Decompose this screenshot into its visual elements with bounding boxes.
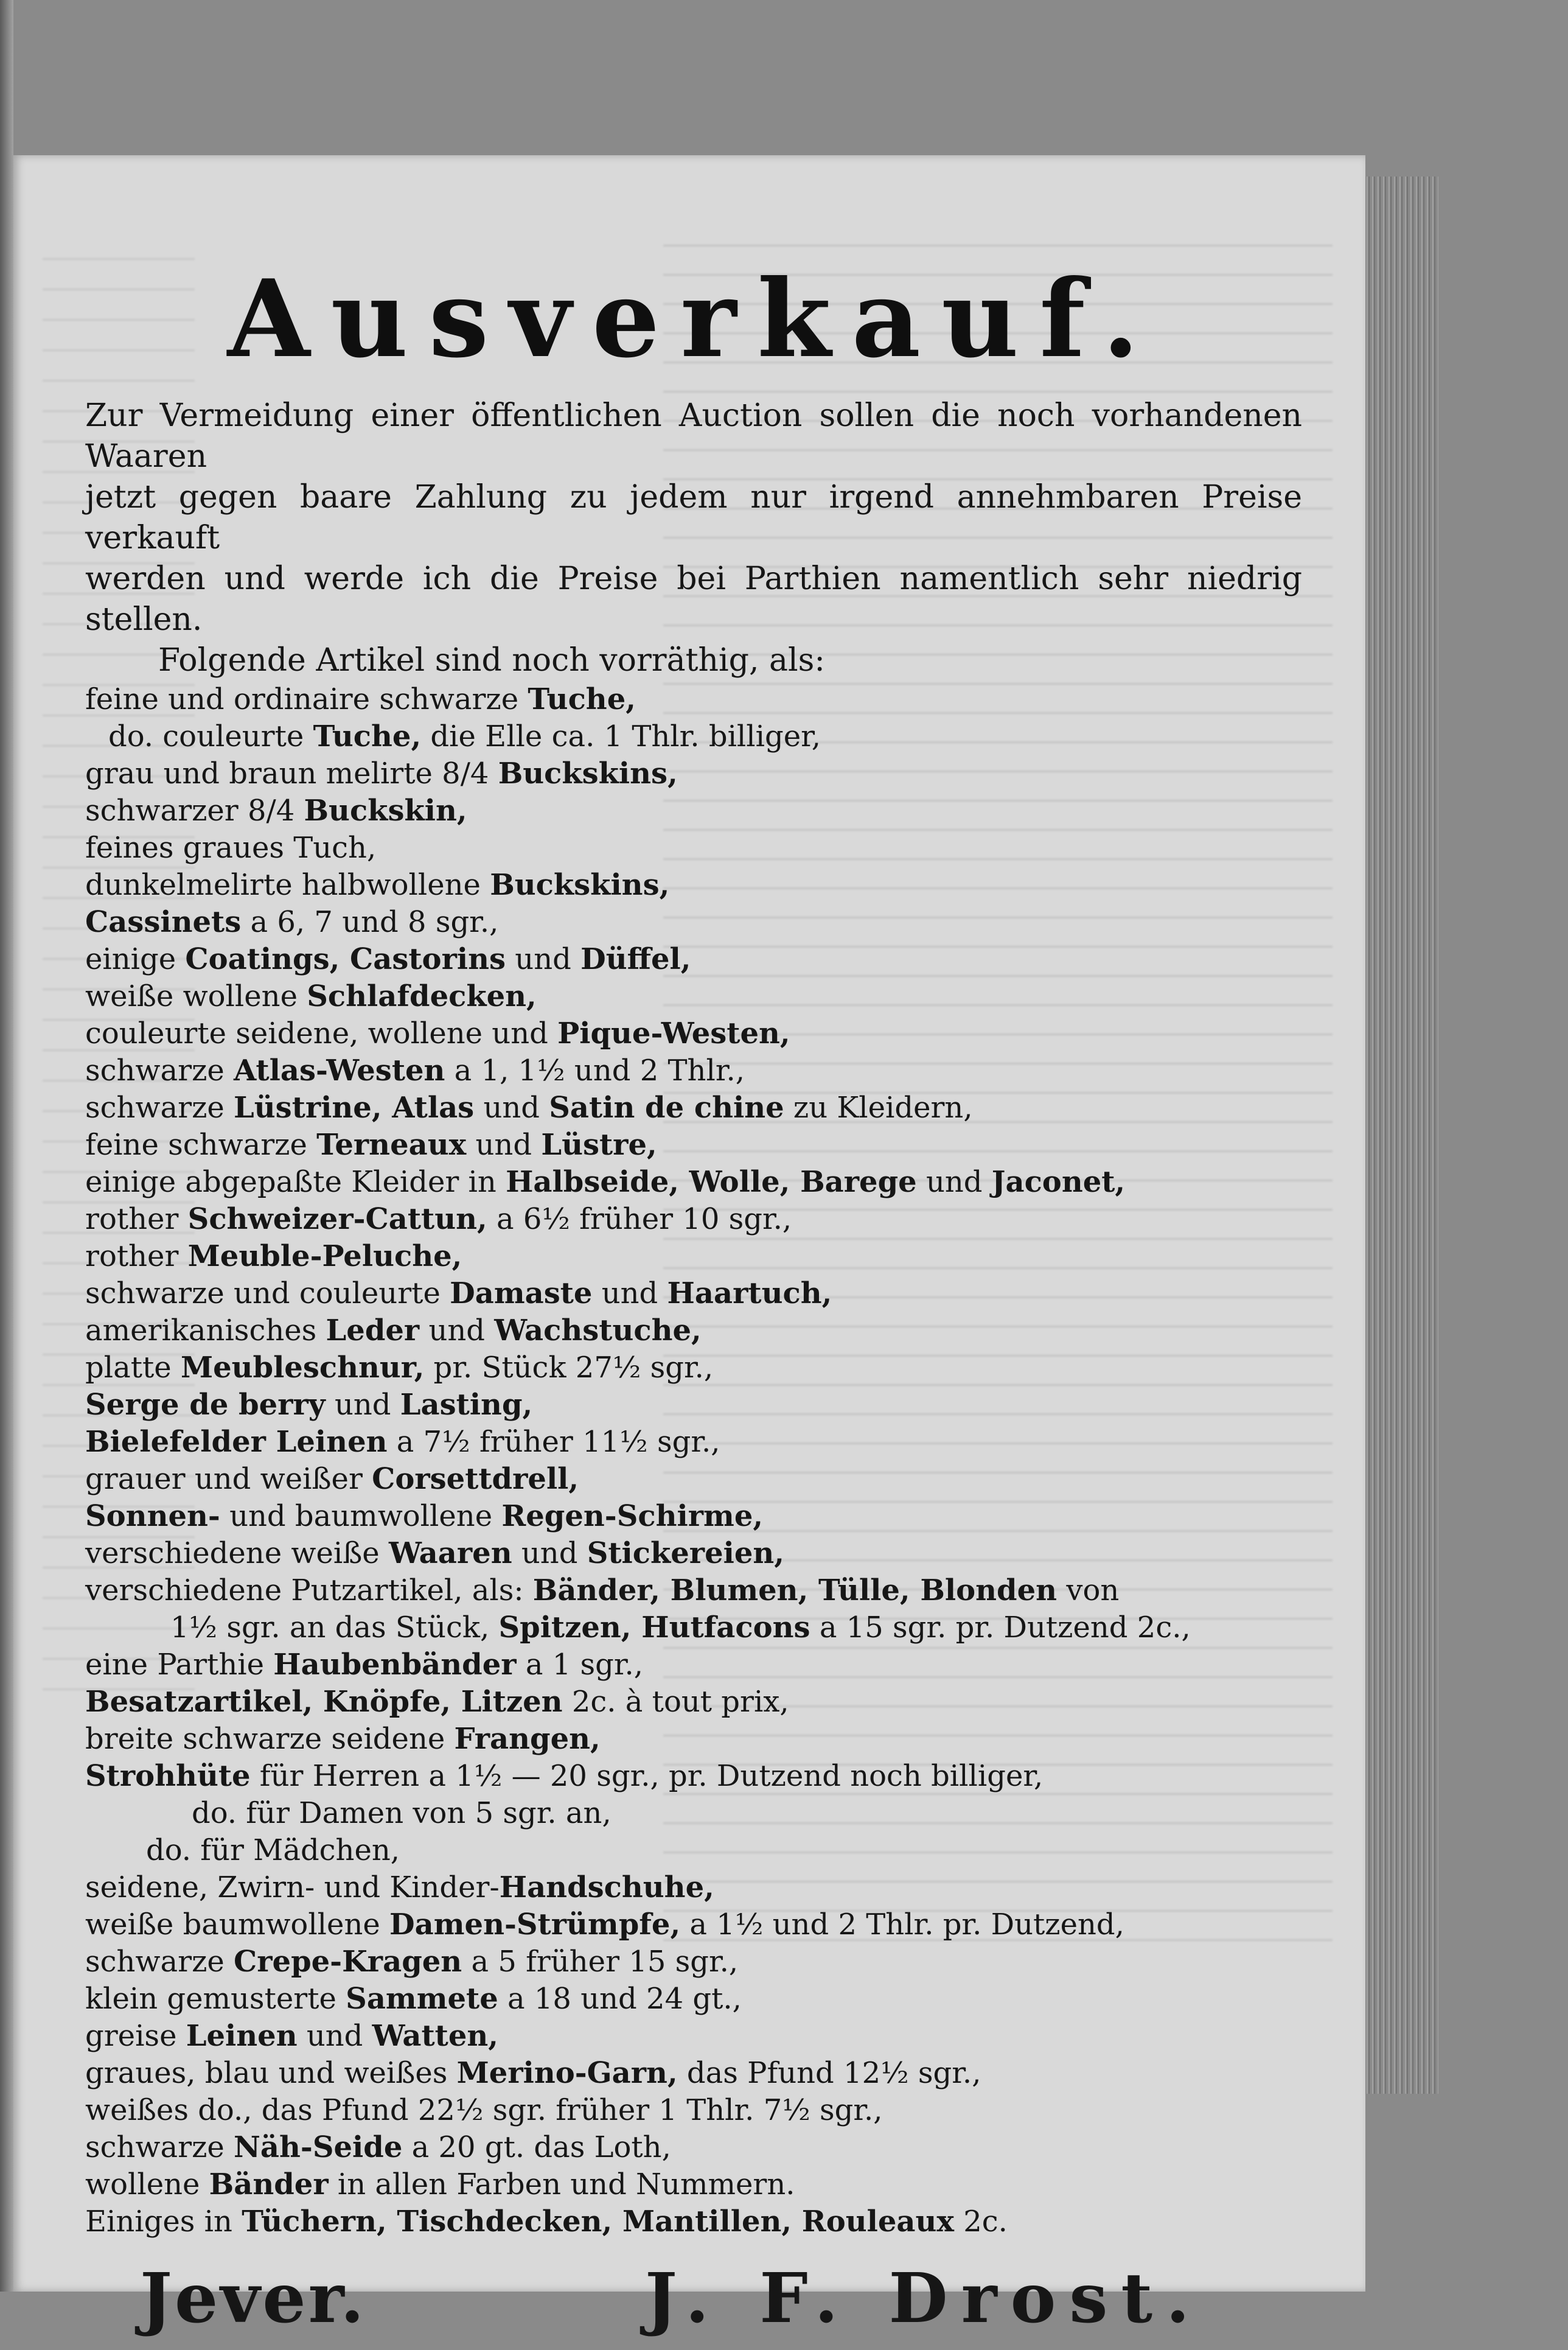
signature-line: [85, 2259, 1302, 2350]
article-text: und: [506, 942, 581, 976]
article-name: Buckskin,: [304, 794, 467, 828]
article-name: Strohhüte: [85, 1759, 251, 1793]
article-item: [85, 867, 1302, 904]
article-text: schwarze: [85, 1091, 234, 1125]
article-name: Stickereien,: [587, 1536, 784, 1570]
article-text: weiße wollene: [85, 979, 307, 1013]
article-text: einige: [85, 942, 186, 976]
article-name: Sammete: [346, 1982, 498, 2016]
article-text: und: [592, 1276, 667, 1310]
article-item: [85, 1015, 1302, 1052]
intro-line: jetzt gegen baare Zahlung zu jedem nur irgend annehmbaren Preise verkauft: [85, 479, 1302, 556]
article-name: Regen-Schirme,: [501, 1499, 764, 1533]
article-text: amerikanisches: [85, 1313, 326, 1348]
article-text: und: [466, 1128, 542, 1162]
article-name: Tuche,: [313, 719, 422, 754]
article-item: [85, 941, 1302, 978]
article-name: Sonnen-: [85, 1499, 220, 1533]
article-text: feines graues Tuch,: [85, 831, 377, 865]
article-name: Cassinets: [85, 905, 242, 939]
article-item: [85, 1572, 1302, 1609]
article-name: Lüstre,: [541, 1128, 657, 1162]
article-name: Wachstuche,: [494, 1313, 702, 1348]
article-text: klein gemusterte: [85, 1982, 346, 2016]
article-name: Waaren: [388, 1536, 512, 1570]
ad-title: Ausverkauf.: [227, 257, 1160, 382]
article-text: schwarze: [85, 1945, 234, 1979]
article-name: Schweizer-Cattun,: [187, 1202, 487, 1236]
article-text: 2c.: [954, 2205, 1008, 2239]
article-name: Spitzen, Hutfacons: [498, 1610, 810, 1645]
article-name: Terneaux: [316, 1128, 467, 1162]
article-name: Frangen,: [454, 1722, 601, 1756]
article-item: [85, 1424, 1302, 1461]
article-name: Damen-Strümpfe,: [389, 1908, 681, 1942]
article-name: Handschuhe,: [499, 1870, 714, 1904]
article-name: Jaconet,: [991, 1165, 1126, 1199]
article-name: Haubenbänder: [273, 1648, 517, 1682]
signature-place: Jever.: [140, 2259, 367, 2338]
article-text: platte: [85, 1351, 181, 1385]
article-text: a 1, 1½ und 2 Thlr.,: [445, 1054, 745, 1088]
article-item: [85, 2055, 1302, 2092]
article-item: [85, 2166, 1302, 2203]
article-text: das Pfund 12½ sgr.,: [677, 2056, 981, 2090]
article-name: Bänder, Blumen, Tülle, Blonden: [532, 1573, 1058, 1607]
article-text: einige abgepaßte Kleider in: [85, 1165, 506, 1199]
article-text: a 5 früher 15 sgr.,: [462, 1945, 739, 1979]
article-text: in allen Farben und Nummern.: [328, 2167, 795, 2201]
article-text: dunkelmelirte halbwollene: [85, 868, 490, 902]
article-text: a 20 gt. das Loth,: [402, 2130, 671, 2164]
article-text: a 18 und 24 gt.,: [498, 1982, 742, 2016]
article-name: Merino-Garn,: [456, 2056, 678, 2090]
article-text: rother: [85, 1239, 188, 1273]
article-item: [85, 1164, 1302, 1201]
page-stack-edge: [1365, 177, 1438, 2094]
article-text: pr. Stück 27½ sgr.,: [424, 1351, 714, 1385]
lead-line: Folgende Artikel sind noch vorräthig, als:: [158, 642, 825, 679]
article-item: [85, 1869, 1302, 1906]
article-name: Halbseide, Wolle, Barege: [506, 1165, 917, 1199]
article-text: feine schwarze: [85, 1128, 317, 1162]
article-name: Tuche,: [528, 682, 636, 716]
article-item: [85, 2203, 1302, 2240]
article-text: für Herren a 1½ — 20 sgr., pr. Dutzend noch billiger,: [250, 1759, 1044, 1793]
article-text: schwarze: [85, 1054, 234, 1088]
article-item: [85, 718, 1302, 755]
article-text: und: [474, 1091, 549, 1125]
article-text: couleurte seidene, wollene und: [85, 1016, 558, 1051]
article-text: rother: [85, 1202, 188, 1236]
intro-line: Zur Vermeidung einer öffentlichen Auction sollen die noch vorhandenen Waaren: [85, 397, 1302, 475]
article-name: Lasting,: [400, 1388, 533, 1422]
intro-line: werden und werde ich die Preise bei Parthien namentlich sehr niedrig stellen.: [85, 561, 1302, 638]
article-item: [85, 978, 1302, 1015]
article-name: Meuble-Peluche,: [187, 1239, 462, 1273]
scan-border-left: [0, 0, 13, 2292]
article-item: [85, 2129, 1302, 2166]
article-name: Serge de berry: [85, 1388, 326, 1422]
article-text: und: [325, 1388, 400, 1422]
article-text: a 7½ früher 11½ sgr.,: [387, 1425, 720, 1459]
article-item: [85, 1832, 1302, 1869]
article-item: [85, 830, 1302, 867]
article-text: 1½ sgr. an das Stück,: [170, 1610, 499, 1645]
article-text: die Elle ca. 1 Thlr. billiger,: [421, 719, 821, 754]
intro-paragraph: [85, 396, 1302, 640]
article-name: Buckskins,: [498, 757, 678, 791]
article-item: [85, 1795, 1302, 1832]
article-item: [85, 1312, 1302, 1349]
article-text: do. für Damen von 5 sgr. an,: [192, 1796, 612, 1830]
article-name: Atlas-Westen: [234, 1054, 445, 1088]
article-item: [85, 1646, 1302, 1684]
article-item: [85, 1535, 1302, 1572]
article-text: wollene: [85, 2167, 209, 2201]
article-text: schwarze und couleurte: [85, 1276, 450, 1310]
article-text: verschiedene Putzartikel, als:: [85, 1573, 533, 1607]
article-text: und baumwollene: [220, 1499, 502, 1533]
article-list: [85, 681, 1302, 2240]
article-text: verschiedene weiße: [85, 1536, 389, 1570]
article-text: do. für Mädchen,: [146, 1833, 400, 1867]
article-item: [85, 1906, 1302, 1943]
article-text: a 1½ und 2 Thlr. pr. Dutzend,: [680, 1908, 1124, 1942]
article-item: [85, 1275, 1302, 1312]
article-item: [85, 792, 1302, 830]
article-item: [85, 1721, 1302, 1758]
article-item: [85, 904, 1302, 941]
article-name: Coatings, Castorins: [185, 942, 506, 976]
article-name: Leder: [326, 1313, 420, 1348]
article-name: Lüstrine, Atlas: [234, 1091, 475, 1125]
article-item: [85, 1498, 1302, 1535]
article-name: Bänder: [209, 2167, 329, 2201]
article-name: Meubleschnur,: [180, 1351, 425, 1385]
article-item: [85, 1052, 1302, 1089]
article-name: Buckskins,: [490, 868, 670, 902]
article-text: grauer und weißer: [85, 1462, 372, 1496]
article-text: weiße baumwollene: [85, 1908, 390, 1942]
article-item: [85, 2018, 1302, 2055]
article-item: [85, 681, 1302, 718]
article-item: [85, 1943, 1302, 1981]
article-name: Düffel,: [580, 942, 691, 976]
signature-name: J. F. Drost.: [645, 2259, 1204, 2338]
article-text: grau und braun melirte 8/4: [85, 757, 498, 791]
article-name: Watten,: [372, 2019, 498, 2053]
article-text: a 1 sgr.,: [516, 1648, 644, 1682]
article-text: 2c. à tout prix,: [562, 1685, 789, 1719]
article-text: und: [512, 1536, 587, 1570]
article-name: Pique-Westen,: [557, 1016, 790, 1051]
article-name: Besatzartikel, Knöpfe, Litzen: [85, 1685, 563, 1719]
article-text: weißes do., das Pfund 22½ sgr. früher 1 Thlr. 7½ sgr.,: [85, 2093, 883, 2127]
article-item: [85, 1201, 1302, 1238]
article-item: [85, 1609, 1302, 1646]
article-text: graues, blau und weißes: [85, 2056, 457, 2090]
article-text: Einiges in: [85, 2205, 242, 2239]
article-text: a 6, 7 und 8 sgr.,: [241, 905, 499, 939]
article-item: [85, 1387, 1302, 1424]
article-text: schwarze: [85, 2130, 234, 2164]
article-name: Damaste: [450, 1276, 593, 1310]
article-text: und: [916, 1165, 992, 1199]
article-text: a 15 sgr. pr. Dutzend 2c.,: [810, 1610, 1191, 1645]
article-text: do. couleurte: [108, 719, 313, 754]
advertisement: [85, 256, 1302, 2350]
article-item: [85, 1349, 1302, 1387]
article-text: eine Parthie: [85, 1648, 274, 1682]
article-name: Tüchern, Tischdecken, Mantillen, Rouleaux: [242, 2205, 954, 2239]
article-text: von: [1057, 1573, 1120, 1607]
article-name: Bielefelder Leinen: [85, 1425, 388, 1459]
article-name: Corsettdrell,: [372, 1462, 579, 1496]
article-name: Crepe-Kragen: [234, 1945, 462, 1979]
article-name: Satin de chine: [549, 1091, 784, 1125]
article-item: [85, 1981, 1302, 2018]
article-text: breite schwarze seidene: [85, 1722, 455, 1756]
article-text: seidene, Zwirn- und Kinder-: [85, 1870, 500, 1904]
article-text: schwarzer 8/4: [85, 794, 304, 828]
article-item: [85, 1127, 1302, 1164]
article-item: [85, 1089, 1302, 1127]
article-text: a 6½ früher 10 sgr.,: [487, 1202, 792, 1236]
article-text: feine und ordinaire schwarze: [85, 682, 528, 716]
article-text: greise: [85, 2019, 186, 2053]
article-item: [85, 755, 1302, 792]
article-text: und: [297, 2019, 372, 2053]
article-name: Schlafdecken,: [307, 979, 537, 1013]
article-name: Näh-Seide: [234, 2130, 403, 2164]
article-text: zu Kleidern,: [784, 1091, 973, 1125]
article-item: [85, 1684, 1302, 1721]
article-text: und: [419, 1313, 495, 1348]
article-item: [85, 2092, 1302, 2129]
article-item: [85, 1238, 1302, 1275]
article-item: [85, 1461, 1302, 1498]
article-item: [85, 1758, 1302, 1795]
article-name: Leinen: [186, 2019, 298, 2053]
article-name: Haartuch,: [667, 1276, 832, 1310]
